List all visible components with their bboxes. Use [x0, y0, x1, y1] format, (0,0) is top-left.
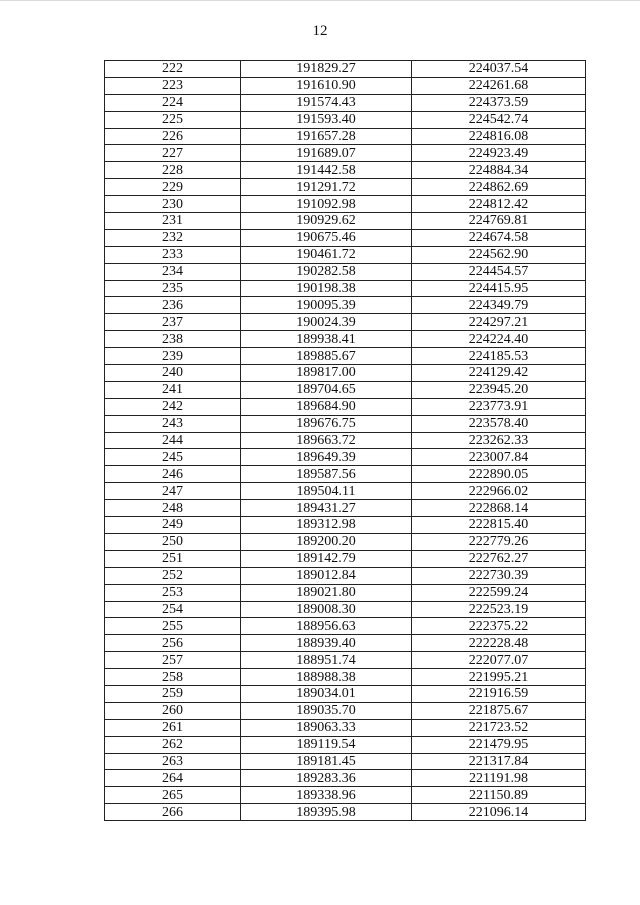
- point-number-cell: 262: [105, 736, 241, 753]
- coordinates-table-body: [105, 61, 586, 821]
- table-row: [105, 500, 586, 517]
- y-coordinate-cell: 224923.49: [412, 145, 586, 162]
- y-coordinate-cell: 223007.84: [412, 449, 586, 466]
- x-coordinate-cell: 191291.72: [241, 179, 412, 196]
- point-number-cell: 243: [105, 415, 241, 432]
- y-coordinate-cell: 222815.40: [412, 517, 586, 534]
- y-coordinate-cell: 221096.14: [412, 804, 586, 821]
- table-row: [105, 483, 586, 500]
- point-number-cell: 227: [105, 145, 241, 162]
- x-coordinate-cell: 191574.43: [241, 94, 412, 111]
- y-coordinate-cell: 224037.54: [412, 61, 586, 78]
- table-row: [105, 567, 586, 584]
- point-number-cell: 235: [105, 280, 241, 297]
- x-coordinate-cell: 189649.39: [241, 449, 412, 466]
- x-coordinate-cell: 189504.11: [241, 483, 412, 500]
- x-coordinate-cell: 190929.62: [241, 213, 412, 230]
- table-row: [105, 719, 586, 736]
- x-coordinate-cell: 189684.90: [241, 398, 412, 415]
- point-number-cell: 254: [105, 601, 241, 618]
- point-number-cell: 261: [105, 719, 241, 736]
- y-coordinate-cell: 222730.39: [412, 567, 586, 584]
- point-number-cell: 258: [105, 669, 241, 686]
- y-coordinate-cell: 224185.53: [412, 348, 586, 365]
- table-row: [105, 415, 586, 432]
- y-coordinate-cell: 222077.07: [412, 652, 586, 669]
- x-coordinate-cell: 189012.84: [241, 567, 412, 584]
- point-number-cell: 265: [105, 787, 241, 804]
- scan-top-edge: [0, 0, 640, 1]
- x-coordinate-cell: 189676.75: [241, 415, 412, 432]
- table-row: [105, 297, 586, 314]
- table-row: [105, 162, 586, 179]
- point-number-cell: 250: [105, 533, 241, 550]
- point-number-cell: 230: [105, 196, 241, 213]
- x-coordinate-cell: 191610.90: [241, 77, 412, 94]
- point-number-cell: 238: [105, 331, 241, 348]
- y-coordinate-cell: 222762.27: [412, 550, 586, 567]
- table-row: [105, 635, 586, 652]
- y-coordinate-cell: 224862.69: [412, 179, 586, 196]
- x-coordinate-cell: 189119.54: [241, 736, 412, 753]
- point-number-cell: 240: [105, 365, 241, 382]
- x-coordinate-cell: 191657.28: [241, 128, 412, 145]
- x-coordinate-cell: 189142.79: [241, 550, 412, 567]
- point-number-cell: 245: [105, 449, 241, 466]
- x-coordinate-cell: 188988.38: [241, 669, 412, 686]
- x-coordinate-cell: 188956.63: [241, 618, 412, 635]
- x-coordinate-cell: 189885.67: [241, 348, 412, 365]
- y-coordinate-cell: 222523.19: [412, 601, 586, 618]
- x-coordinate-cell: 189395.98: [241, 804, 412, 821]
- table-row: [105, 229, 586, 246]
- point-number-cell: 237: [105, 314, 241, 331]
- y-coordinate-cell: 224816.08: [412, 128, 586, 145]
- x-coordinate-cell: 189200.20: [241, 533, 412, 550]
- x-coordinate-cell: 189817.00: [241, 365, 412, 382]
- table-row: [105, 94, 586, 111]
- table-row: [105, 432, 586, 449]
- y-coordinate-cell: 224261.68: [412, 77, 586, 94]
- table-row: [105, 179, 586, 196]
- table-row: [105, 618, 586, 635]
- y-coordinate-cell: 222375.22: [412, 618, 586, 635]
- point-number-cell: 236: [105, 297, 241, 314]
- y-coordinate-cell: 221150.89: [412, 787, 586, 804]
- y-coordinate-cell: 222966.02: [412, 483, 586, 500]
- x-coordinate-cell: 189181.45: [241, 753, 412, 770]
- x-coordinate-cell: 189021.80: [241, 584, 412, 601]
- table-row: [105, 601, 586, 618]
- y-coordinate-cell: 224562.90: [412, 246, 586, 263]
- y-coordinate-cell: 221875.67: [412, 702, 586, 719]
- point-number-cell: 251: [105, 550, 241, 567]
- table-row: [105, 280, 586, 297]
- point-number-cell: 222: [105, 61, 241, 78]
- table-row: [105, 145, 586, 162]
- point-number-cell: 253: [105, 584, 241, 601]
- y-coordinate-cell: 221317.84: [412, 753, 586, 770]
- x-coordinate-cell: 191092.98: [241, 196, 412, 213]
- y-coordinate-cell: 222228.48: [412, 635, 586, 652]
- table-row: [105, 449, 586, 466]
- y-coordinate-cell: 223578.40: [412, 415, 586, 432]
- x-coordinate-cell: 189704.65: [241, 381, 412, 398]
- y-coordinate-cell: 224373.59: [412, 94, 586, 111]
- table-row: [105, 466, 586, 483]
- x-coordinate-cell: 189063.33: [241, 719, 412, 736]
- x-coordinate-cell: 190675.46: [241, 229, 412, 246]
- x-coordinate-cell: 191442.58: [241, 162, 412, 179]
- x-coordinate-cell: 191689.07: [241, 145, 412, 162]
- x-coordinate-cell: 191593.40: [241, 111, 412, 128]
- x-coordinate-cell: 188951.74: [241, 652, 412, 669]
- point-number-cell: 260: [105, 702, 241, 719]
- table-row: [105, 263, 586, 280]
- x-coordinate-cell: 189938.41: [241, 331, 412, 348]
- point-number-cell: 226: [105, 128, 241, 145]
- y-coordinate-cell: 221723.52: [412, 719, 586, 736]
- point-number-cell: 234: [105, 263, 241, 280]
- point-number-cell: 239: [105, 348, 241, 365]
- table-row: [105, 804, 586, 821]
- table-row: [105, 517, 586, 534]
- y-coordinate-cell: 222868.14: [412, 500, 586, 517]
- table-row: [105, 331, 586, 348]
- table-row: [105, 669, 586, 686]
- x-coordinate-cell: 188939.40: [241, 635, 412, 652]
- x-coordinate-cell: 189338.96: [241, 787, 412, 804]
- point-number-cell: 228: [105, 162, 241, 179]
- point-number-cell: 225: [105, 111, 241, 128]
- table-row: [105, 652, 586, 669]
- x-coordinate-cell: 189312.98: [241, 517, 412, 534]
- table-row: [105, 77, 586, 94]
- x-coordinate-cell: 190095.39: [241, 297, 412, 314]
- x-coordinate-cell: 190024.39: [241, 314, 412, 331]
- y-coordinate-cell: 224415.95: [412, 280, 586, 297]
- table-row: [105, 61, 586, 78]
- point-number-cell: 256: [105, 635, 241, 652]
- y-coordinate-cell: 222890.05: [412, 466, 586, 483]
- x-coordinate-cell: 190282.58: [241, 263, 412, 280]
- x-coordinate-cell: 191829.27: [241, 61, 412, 78]
- y-coordinate-cell: 221916.59: [412, 685, 586, 702]
- table-row: [105, 365, 586, 382]
- table-row: [105, 685, 586, 702]
- table-row: [105, 128, 586, 145]
- x-coordinate-cell: 189034.01: [241, 685, 412, 702]
- table-row: [105, 787, 586, 804]
- y-coordinate-cell: 224542.74: [412, 111, 586, 128]
- point-number-cell: 255: [105, 618, 241, 635]
- point-number-cell: 244: [105, 432, 241, 449]
- table-row: [105, 584, 586, 601]
- table-row: [105, 381, 586, 398]
- point-number-cell: 223: [105, 77, 241, 94]
- y-coordinate-cell: 224884.34: [412, 162, 586, 179]
- x-coordinate-cell: 189008.30: [241, 601, 412, 618]
- y-coordinate-cell: 223262.33: [412, 432, 586, 449]
- point-number-cell: 248: [105, 500, 241, 517]
- point-number-cell: 246: [105, 466, 241, 483]
- point-number-cell: 249: [105, 517, 241, 534]
- x-coordinate-cell: 189283.36: [241, 770, 412, 787]
- table-row: [105, 196, 586, 213]
- page-number: 12: [312, 23, 328, 39]
- y-coordinate-cell: 224349.79: [412, 297, 586, 314]
- x-coordinate-cell: 190461.72: [241, 246, 412, 263]
- point-number-cell: 259: [105, 685, 241, 702]
- table-row: [105, 736, 586, 753]
- table-row: [105, 770, 586, 787]
- point-number-cell: 241: [105, 381, 241, 398]
- table-row: [105, 348, 586, 365]
- point-number-cell: 231: [105, 213, 241, 230]
- point-number-cell: 232: [105, 229, 241, 246]
- table-row: [105, 398, 586, 415]
- table-row: [105, 753, 586, 770]
- y-coordinate-cell: 224297.21: [412, 314, 586, 331]
- point-number-cell: 263: [105, 753, 241, 770]
- table-row: [105, 246, 586, 263]
- y-coordinate-cell: 223945.20: [412, 381, 586, 398]
- x-coordinate-cell: 189587.56: [241, 466, 412, 483]
- y-coordinate-cell: 224769.81: [412, 213, 586, 230]
- y-coordinate-cell: 223773.91: [412, 398, 586, 415]
- y-coordinate-cell: 224129.42: [412, 365, 586, 382]
- table-row: [105, 533, 586, 550]
- x-coordinate-cell: 189431.27: [241, 500, 412, 517]
- point-number-cell: 224: [105, 94, 241, 111]
- x-coordinate-cell: 190198.38: [241, 280, 412, 297]
- x-coordinate-cell: 189035.70: [241, 702, 412, 719]
- y-coordinate-cell: 221191.98: [412, 770, 586, 787]
- table-row: [105, 314, 586, 331]
- y-coordinate-cell: 221479.95: [412, 736, 586, 753]
- coordinates-table: [104, 60, 586, 821]
- point-number-cell: 257: [105, 652, 241, 669]
- point-number-cell: 264: [105, 770, 241, 787]
- table-row: [105, 111, 586, 128]
- y-coordinate-cell: 224224.40: [412, 331, 586, 348]
- point-number-cell: 266: [105, 804, 241, 821]
- point-number-cell: 252: [105, 567, 241, 584]
- y-coordinate-cell: 224454.57: [412, 263, 586, 280]
- point-number-cell: 229: [105, 179, 241, 196]
- y-coordinate-cell: 221995.21: [412, 669, 586, 686]
- point-number-cell: 242: [105, 398, 241, 415]
- point-number-cell: 247: [105, 483, 241, 500]
- point-number-cell: 233: [105, 246, 241, 263]
- table-row: [105, 702, 586, 719]
- y-coordinate-cell: 224674.58: [412, 229, 586, 246]
- y-coordinate-cell: 222779.26: [412, 533, 586, 550]
- y-coordinate-cell: 224812.42: [412, 196, 586, 213]
- x-coordinate-cell: 189663.72: [241, 432, 412, 449]
- table-row: [105, 213, 586, 230]
- table-row: [105, 550, 586, 567]
- y-coordinate-cell: 222599.24: [412, 584, 586, 601]
